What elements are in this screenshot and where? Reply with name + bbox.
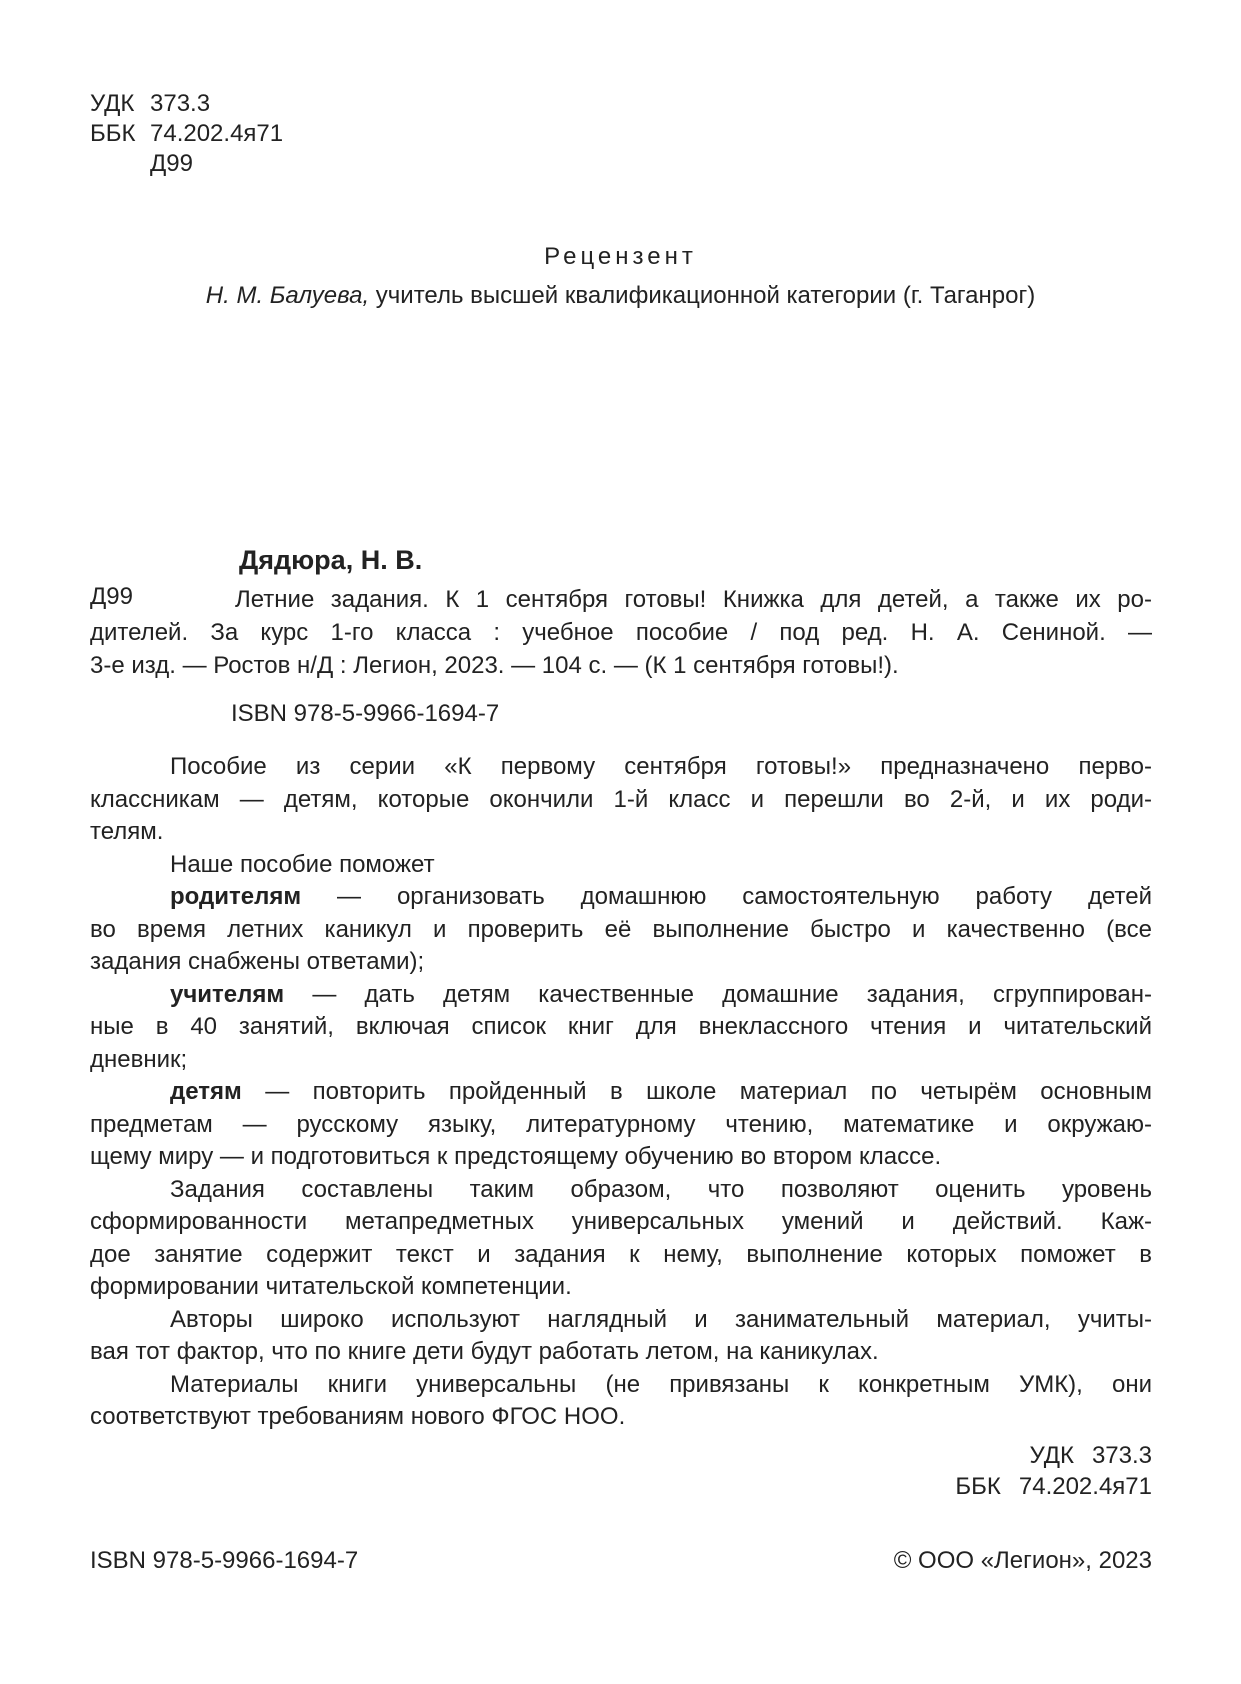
bib-line: дителей. За курс 1-го класса : учебное пособие / под ред. Н. А. Сениной. — [90, 619, 1152, 646]
bib-line: Летние задания. К 1 сентября готовы! Книжка для детей, а также их ро- [235, 586, 1152, 613]
audience-teachers: учителям [170, 980, 285, 1008]
annotation-line: родителям — организовать домашнюю самостоятельную работу детей [170, 883, 1152, 910]
isbn-bibliographic: ISBN 978-5-9966-1694-7 [231, 700, 500, 727]
annotation-line: сформированности метапредметных универсальных умений и действий. Каж- [90, 1208, 1152, 1235]
copyright-notice: © ООО «Легион», 2023 [893, 1547, 1152, 1574]
annotation-line: ные в 40 занятий, включая список книг для внеклассного чтения и читательский [90, 1013, 1152, 1040]
annotation-line: телям. [90, 818, 164, 845]
audience-parents: родителям [170, 883, 302, 910]
udk-label: УДК [1029, 1442, 1074, 1469]
annotation-line: формировании читательской компетенции. [90, 1273, 572, 1300]
bbk-value: 74.202.4я71 [1018, 1473, 1152, 1500]
annotation-line: детям — повторить пройденный в школе материал по четырём основным [170, 1078, 1152, 1105]
reviewer-description: учитель высшей квалификационной категории (г. Таганрог) [375, 282, 1036, 309]
annotation-line: Наше пособие поможет [170, 850, 435, 878]
book-author: Дядюра, Н. В. [239, 545, 423, 575]
classification-codes-bottom [955, 1440, 1152, 1502]
annotation-line: задания снабжены ответами); [90, 948, 425, 975]
annotation-line: предметам — русскому языку, литературному чтению, математике и окружаю- [90, 1110, 1152, 1138]
annotation-line: во время летних каникул и проверить её выполнение быстро и качественно (все [90, 915, 1152, 943]
audience-children: детям [170, 1078, 242, 1105]
udk-label: УДК [90, 90, 135, 117]
annotation-line: учителям — дать детям качественные домашние задания, сгруппирован- [170, 980, 1152, 1008]
annotation-line: Авторы широко используют наглядный и занимательный материал, учиты- [170, 1305, 1152, 1333]
bib-line: 3-е изд. — Ростов н/Д : Легион, 2023. — 104 с. — (К 1 сентября готовы!). [90, 652, 899, 679]
annotation-line: Задания составлены таким образом, что позволяют оценить уровень [170, 1175, 1152, 1203]
annotation-line: вая тот фактор, что по книге дети будут работать летом, на каникулах. [90, 1338, 879, 1365]
udk-value: 373.3 [150, 90, 211, 117]
author-mark-top: Д99 [150, 150, 193, 177]
annotation-line: дневник; [90, 1045, 188, 1073]
annotation [90, 751, 1152, 1434]
classification-codes-top [90, 89, 283, 179]
annotation-line: Пособие из серии «К первому сентября готовы!» предназначено перво- [170, 753, 1152, 780]
isbn-footer: ISBN 978-5-9966-1694-7 [90, 1547, 359, 1574]
reviewer-line [0, 282, 1241, 310]
annotation-line: классникам — детям, которые окончили 1-й класс и перешли во 2-й, и их роди- [90, 785, 1152, 813]
bbk-value: 74.202.4я71 [150, 120, 284, 147]
annotation-line: Материалы книги универсальны (не привязаны к конкретным УМК), они [170, 1370, 1152, 1398]
bibliographic-description [90, 583, 1152, 682]
bbk-label: ББК [90, 120, 136, 147]
bbk-label: ББК [955, 1473, 1001, 1500]
udk-value: 373.3 [1091, 1442, 1152, 1469]
reviewer-heading: Рецензент [544, 243, 697, 270]
reviewer-name: Н. М. Балуева, [205, 282, 370, 309]
annotation-line: соответствуют требованиям нового ФГОС НОО. [90, 1403, 626, 1430]
annotation-line: щему миру — и подготовиться к предстоящему обучению во втором классе. [90, 1143, 942, 1170]
author-mark-left: Д99 [90, 583, 133, 610]
annotation-line: дое занятие содержит текст и задания к нему, выполнение которых поможет в [90, 1240, 1152, 1268]
